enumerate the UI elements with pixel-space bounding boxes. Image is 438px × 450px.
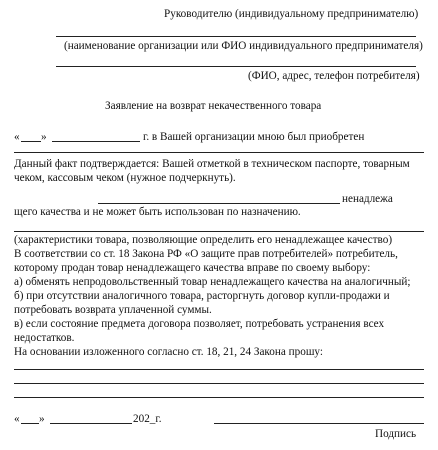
consumer-line bbox=[56, 66, 416, 67]
footer-month-blank bbox=[50, 423, 132, 424]
product-line bbox=[14, 152, 424, 153]
footer-date-close-quote: » bbox=[39, 413, 45, 425]
law-text-2: которому продан товар ненадлежащего качества вправе по своему выбору: bbox=[14, 262, 371, 274]
confirm-text-2: чеком, кассовым чеком (нужное подчеркнуть). bbox=[14, 172, 236, 184]
purchase-text: г. в Вашей организации мною был приобретен bbox=[143, 131, 365, 143]
footer-year: 202_г. bbox=[133, 413, 162, 425]
characteristics-caption: (характеристики товара, позволяющие определить его ненадлежащее качество) bbox=[14, 234, 393, 246]
request-line-1 bbox=[14, 369, 424, 370]
request-line-2 bbox=[14, 383, 424, 384]
option-b-2: потребовать возврата уплаченной суммы. bbox=[14, 304, 212, 316]
option-c-2: недостатков. bbox=[14, 332, 75, 344]
signature-line bbox=[214, 423, 424, 424]
product-description-line bbox=[98, 203, 340, 204]
law-text-1: В соответствии со ст. 18 Закона РФ «О защите прав потребителей» потребитель, bbox=[14, 248, 398, 260]
document-title: Заявление на возврат некачественного товара bbox=[105, 100, 322, 112]
option-a: а) обменять непродовольственный товар ненадлежащего качества на аналогичный; bbox=[14, 276, 411, 288]
month-blank bbox=[52, 141, 140, 142]
org-caption: (наименование организации или ФИО индивидуального предпринимателя) bbox=[64, 40, 423, 52]
date-close-quote: » bbox=[41, 131, 47, 143]
inadequate-text: ненадлежа bbox=[342, 193, 393, 205]
quality-text: щего качества и не может быть использован по назначению. bbox=[14, 206, 301, 218]
org-name-line bbox=[56, 36, 416, 37]
day-blank bbox=[21, 141, 41, 142]
characteristics-line bbox=[14, 231, 424, 232]
footer-date-open-quote: « bbox=[14, 413, 20, 425]
request-line-3 bbox=[14, 397, 424, 398]
addressee-line: Руководителю (индивидуальному предпринимателю) bbox=[164, 8, 419, 20]
option-b-1: б) при отсутствии аналогичного товара, расторгнуть договор купли-продажи и bbox=[14, 290, 390, 302]
consumer-caption: (ФИО, адрес, телефон потребителя) bbox=[248, 70, 420, 82]
signature-caption: Подпись bbox=[375, 428, 417, 440]
request-basis: На основании изложенного согласно ст. 18, 21, 24 Закона прошу: bbox=[14, 346, 323, 358]
footer-day-blank bbox=[21, 423, 39, 424]
date-open-quote: « bbox=[14, 131, 20, 143]
option-c-1: в) если состояние предмета договора позволяет, потребовать устранения всех bbox=[14, 318, 385, 330]
confirm-text-1: Данный факт подтверждается: Вашей отметкой в техническом паспорте, товарным bbox=[14, 158, 410, 170]
